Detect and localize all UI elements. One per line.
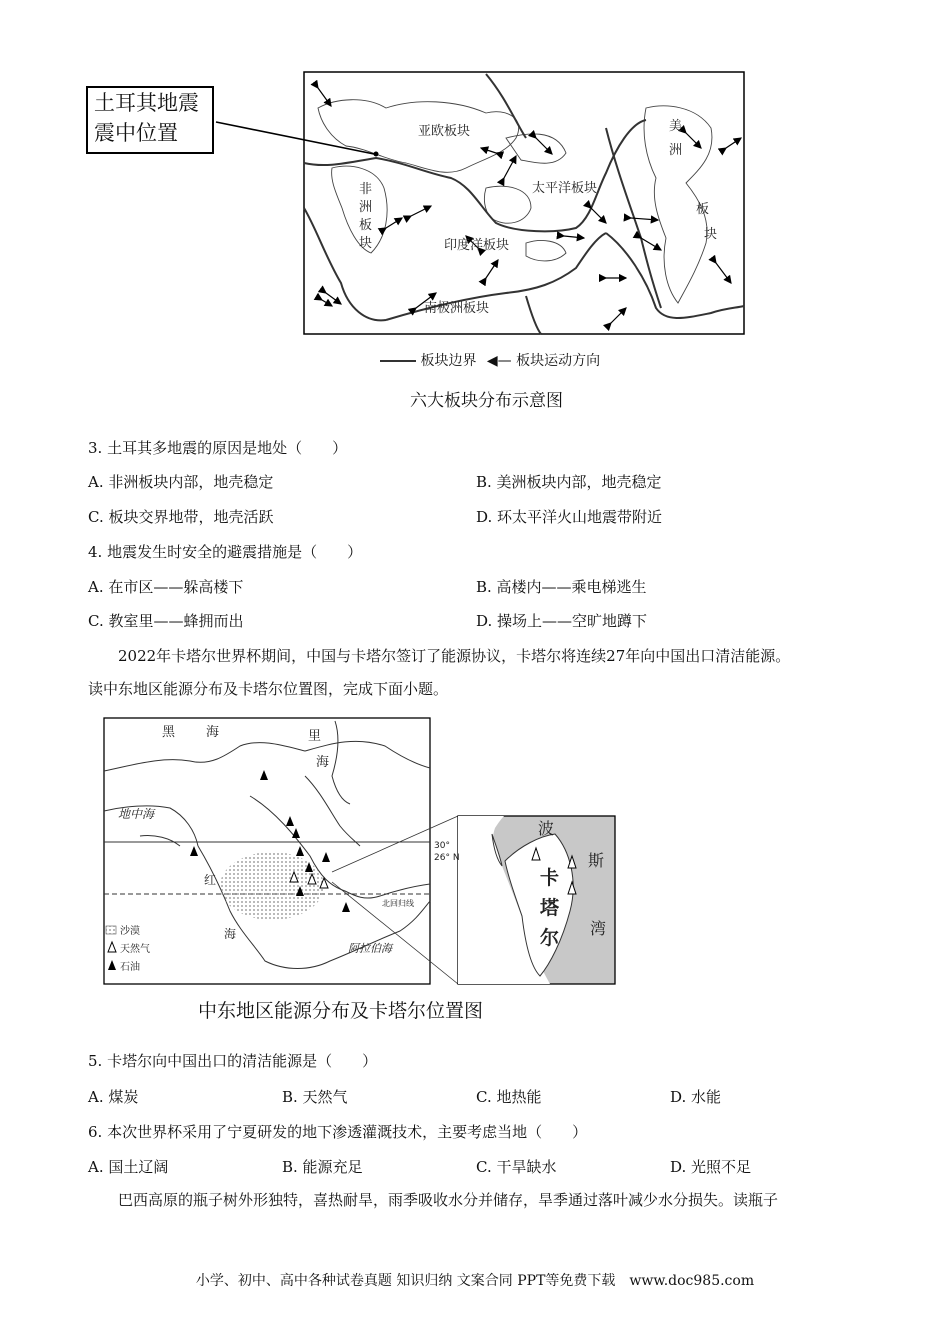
epicenter-dot bbox=[374, 152, 379, 157]
qatar-char-3: 尔 bbox=[540, 927, 560, 949]
intro-2-line-2: 读中东地区能源分布及卡塔尔位置图，完成下面小题。 bbox=[88, 680, 449, 698]
question-3-stem: 3. 土耳其多地震的原因是地处（ ） bbox=[88, 439, 348, 457]
legend-desert: 沙漠 bbox=[120, 926, 140, 937]
qatar-char-1: 卡 bbox=[540, 867, 560, 889]
q5-option-c[interactable]: C. 地热能 bbox=[476, 1088, 542, 1106]
epicenter-callout bbox=[86, 86, 214, 154]
legend-gas: 天然气 bbox=[120, 944, 150, 955]
mediterranean-label: 地中海 bbox=[118, 807, 155, 821]
middle-east-map-title: 中东地区能源分布及卡塔尔位置图 bbox=[198, 1000, 484, 1022]
svg-text:美: 美 bbox=[669, 119, 683, 134]
callout-line-1: 土耳其地震 bbox=[94, 91, 199, 115]
intro-paragraph-2 bbox=[88, 640, 878, 706]
antarctic-plate-label: 南极洲板块 bbox=[424, 301, 490, 316]
question-6-stem: 6. 本次世界杯采用了宁夏研发的地下渗透灌溉技术，主要考虑当地（ ） bbox=[88, 1123, 588, 1141]
q4-option-d[interactable]: D. 操场上——空旷地蹲下 bbox=[476, 612, 648, 630]
middle-east-map bbox=[100, 716, 620, 988]
plate-map-legend bbox=[380, 350, 600, 370]
eurasian-plate-label: 亚欧板块 bbox=[418, 124, 471, 139]
red-sea-char-1: 红 bbox=[204, 873, 217, 887]
svg-text:非: 非 bbox=[359, 182, 373, 197]
q3-option-d[interactable]: D. 环太平洋火山地震带附近 bbox=[476, 508, 663, 526]
q3-option-b[interactable]: B. 美洲板块内部，地壳稳定 bbox=[476, 473, 662, 491]
gulf-char-3: 湾 bbox=[590, 919, 607, 938]
q5-option-a[interactable]: A. 煤炭 bbox=[88, 1088, 139, 1106]
svg-text:板: 板 bbox=[359, 218, 373, 233]
black-sea-char-2: 海 bbox=[206, 725, 220, 740]
intro-2-line-1: 2022年卡塔尔世界杯期间，中国与卡塔尔签订了能源协议，卡塔尔将连续27年向中国出口清洁能源。 bbox=[118, 647, 791, 665]
caspian-char-2: 海 bbox=[316, 755, 330, 770]
callout-line-2: 震中位置 bbox=[94, 121, 178, 145]
q4-option-c[interactable]: C. 教室里——蜂拥而出 bbox=[88, 612, 244, 630]
intro-paragraph-3: 巴西高原的瓶子树外形独特，喜热耐旱，雨季吸收水分并储存，旱季通过落叶减少水分损失。读瓶子 bbox=[118, 1191, 779, 1209]
question-5-stem: 5. 卡塔尔向中国出口的清洁能源是（ ） bbox=[88, 1052, 378, 1070]
svg-text:洲: 洲 bbox=[359, 200, 373, 215]
svg-text:块: 块 bbox=[359, 236, 373, 251]
desert-area bbox=[220, 852, 324, 920]
middle-east-map-svg bbox=[100, 716, 620, 988]
q6-option-c[interactable]: C. 干旱缺水 bbox=[476, 1158, 557, 1176]
q4-option-a[interactable]: A. 在市区——躲高楼下 bbox=[88, 578, 244, 596]
svg-text:块: 块 bbox=[704, 227, 718, 242]
lat-30-label: 30° bbox=[434, 841, 450, 851]
q3-option-c[interactable]: C. 板块交界地带，地壳活跃 bbox=[88, 508, 274, 526]
legend-direction: 板块运动方向 bbox=[516, 353, 601, 369]
red-sea-char-2: 海 bbox=[224, 927, 237, 941]
q6-option-a[interactable]: A. 国土辽阔 bbox=[88, 1158, 169, 1176]
legend-oil: 石油 bbox=[120, 962, 140, 973]
legend-boundary: 板块边界 bbox=[420, 353, 477, 369]
pacific-plate-label: 太平洋板块 bbox=[532, 181, 598, 196]
tropic-label: 北回归线 bbox=[382, 899, 414, 908]
black-sea-char-1: 黑 bbox=[162, 725, 176, 740]
page-footer: 小学、初中、高中各种试卷真题 知识归纳 文案合同 PPT等免费下载 www.doc985.com bbox=[195, 1273, 755, 1289]
q3-option-a[interactable]: A. 非洲板块内部，地壳稳定 bbox=[88, 473, 274, 491]
boundary-line-icon bbox=[380, 360, 416, 362]
q5-option-b[interactable]: B. 天然气 bbox=[282, 1088, 348, 1106]
arrow-icon: ◀— bbox=[486, 353, 512, 369]
q6-option-b[interactable]: B. 能源充足 bbox=[282, 1158, 363, 1176]
gulf-char-1: 波 bbox=[538, 819, 555, 838]
arabian-sea-label: 阿拉伯海 bbox=[348, 942, 392, 955]
plate-map-title: 六大板块分布示意图 bbox=[410, 391, 563, 411]
svg-text:板: 板 bbox=[696, 202, 710, 217]
lat-26-label: 26° N bbox=[434, 853, 460, 863]
question-4-stem: 4. 地震发生时安全的避震措施是（ ） bbox=[88, 543, 363, 561]
svg-text:洲: 洲 bbox=[669, 143, 683, 158]
q5-option-d[interactable]: D. 水能 bbox=[670, 1088, 722, 1106]
caspian-char-1: 里 bbox=[308, 729, 322, 744]
qatar-char-2: 塔 bbox=[540, 897, 560, 919]
q4-option-b[interactable]: B. 高楼内——乘电梯逃生 bbox=[476, 578, 647, 596]
gulf-char-2: 斯 bbox=[588, 851, 605, 870]
q6-option-d[interactable]: D. 光照不足 bbox=[670, 1158, 752, 1176]
indian-plate-label: 印度洋板块 bbox=[444, 238, 510, 253]
